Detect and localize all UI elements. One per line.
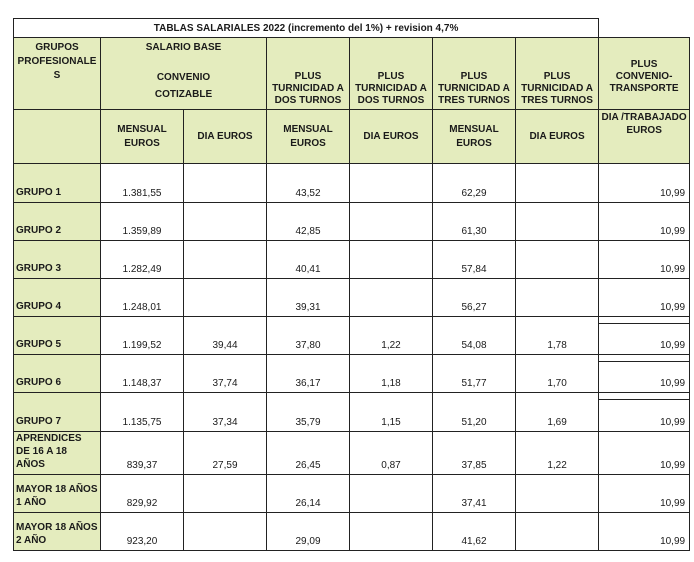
row-label: GRUPO 7	[14, 393, 101, 432]
cell-plus-tres-dia	[516, 164, 599, 203]
cell-plus-tres-dia	[516, 475, 599, 513]
header-grupos: GRUPOS PROFESIONALE S	[14, 38, 101, 110]
subheader-mensual-2: MENSUAL EUROS	[267, 110, 350, 164]
header-plus-tres-mensual: PLUS TURNICIDAD A TRES TURNOS	[433, 38, 516, 110]
cell-plus-dos-mensual: 26,45	[267, 432, 350, 475]
row-label: GRUPO 2	[14, 203, 101, 241]
cell-plus-tres-dia	[516, 513, 599, 551]
cell-salario-mensual: 829,92	[101, 475, 184, 513]
cell-plus-dos-mensual: 29,09	[267, 513, 350, 551]
table-row	[14, 203, 690, 241]
cell-salario-mensual: 1.248,01	[101, 279, 184, 317]
cell-plus-convenio-value: 10,99	[660, 378, 686, 389]
cell-plus-dos-dia	[350, 475, 433, 513]
cell-plus-tres-mensual: 61,30	[433, 203, 516, 241]
cell-plus-dos-mensual: 42,85	[267, 203, 350, 241]
cell-salario-mensual: 1.148,37	[101, 355, 184, 393]
cell-salario-dia	[184, 475, 267, 513]
cell-plus-dos-dia: 1,18	[350, 355, 433, 393]
cell-salario-dia: 27,59	[184, 432, 267, 475]
subheader-dia-2: DIA EUROS	[350, 110, 433, 164]
cell-plus-tres-dia: 1,78	[516, 317, 599, 355]
row-label: GRUPO 3	[14, 241, 101, 279]
cell-salario-dia	[184, 241, 267, 279]
cell-plus-dos-mensual: 36,17	[267, 355, 350, 393]
table-row	[14, 164, 690, 203]
cell-plus-dos-mensual: 43,52	[267, 164, 350, 203]
table-row	[14, 432, 690, 475]
cell-plus-dos-mensual: 37,80	[267, 317, 350, 355]
cell-plus-convenio	[599, 241, 690, 279]
cell-plus-convenio-value: 10,99	[660, 460, 686, 471]
page-footer-fragment	[13, 556, 313, 562]
cell-salario-dia	[184, 164, 267, 203]
cell-plus-dos-dia: 1,15	[350, 393, 433, 432]
cell-plus-dos-mensual: 26,14	[267, 475, 350, 513]
cell-plus-tres-dia: 1,70	[516, 355, 599, 393]
cell-salario-dia	[184, 279, 267, 317]
header-convenio-label: CONVENIO COTIZABLE	[154, 72, 213, 100]
header-plus-dos-mensual: PLUS TURNICIDAD A DOS TURNOS	[267, 38, 350, 110]
cell-plus-convenio-value: 10,99	[660, 302, 686, 313]
table-row	[14, 279, 690, 317]
row-label: APRENDICES DE 16 A 18 AÑOS	[14, 432, 101, 475]
cell-plus-tres-mensual: 51,20	[433, 393, 516, 432]
cell-salario-mensual: 1.199,52	[101, 317, 184, 355]
cell-plus-dos-mensual: 39,31	[267, 279, 350, 317]
subheader-dia-3: DIA EUROS	[516, 110, 599, 164]
row-label: GRUPO 5	[14, 317, 101, 355]
cell-plus-tres-dia: 1,69	[516, 393, 599, 432]
cell-salario-mensual: 839,37	[101, 432, 184, 475]
cell-plus-tres-mensual: 54,08	[433, 317, 516, 355]
table-row	[14, 241, 690, 279]
cell-salario-mensual: 1.359,89	[101, 203, 184, 241]
table-row	[14, 393, 690, 432]
cell-plus-convenio-value: 10,99	[660, 498, 686, 509]
cell-plus-convenio-value: 10,99	[660, 226, 686, 237]
table-title: TABLAS SALARIALES 2022 (incremento del 1%) + revision 4,7%	[14, 19, 599, 38]
cell-plus-tres-mensual: 57,84	[433, 241, 516, 279]
cell-plus-dos-dia: 1,22	[350, 317, 433, 355]
subheader-dia-1: DIA EUROS	[184, 110, 267, 164]
cell-plus-convenio	[599, 317, 690, 355]
cell-plus-convenio-value: 10,99	[660, 188, 686, 199]
table-row	[14, 317, 690, 355]
cell-salario-dia: 39,44	[184, 317, 267, 355]
salary-table-sheet	[13, 18, 689, 551]
cell-plus-convenio	[599, 279, 690, 317]
cell-salario-mensual: 1.135,75	[101, 393, 184, 432]
row-label: MAYOR 18 AÑOS 1 AÑO	[14, 475, 101, 513]
header-plus-dos-dia: PLUS TURNICIDAD A DOS TURNOS	[350, 38, 433, 110]
cell-plus-dos-mensual: 35,79	[267, 393, 350, 432]
row-label: GRUPO 4	[14, 279, 101, 317]
cell-rule-line	[599, 361, 689, 362]
cell-plus-dos-mensual: 40,41	[267, 241, 350, 279]
salary-table	[13, 18, 690, 551]
cell-plus-tres-mensual: 56,27	[433, 279, 516, 317]
header-plus-convenio: PLUS CONVENIO-TRANSPORTE	[599, 38, 690, 110]
cell-rule-line	[599, 323, 689, 324]
subheader-mensual-3: MENSUAL EUROS	[433, 110, 516, 164]
cell-plus-convenio	[599, 164, 690, 203]
cell-plus-convenio	[599, 355, 690, 393]
header-salario-base-label: SALARIO BASE	[145, 42, 222, 53]
header-plus-tres-dia: PLUS TURNICIDAD A TRES TURNOS	[516, 38, 599, 110]
cell-salario-dia: 37,34	[184, 393, 267, 432]
cell-plus-convenio	[599, 393, 690, 432]
row-label: GRUPO 1	[14, 164, 101, 203]
subheader-mensual-1: MENSUAL EUROS	[101, 110, 184, 164]
cell-salario-mensual: 1.282,49	[101, 241, 184, 279]
row-label: GRUPO 6	[14, 355, 101, 393]
header-salario-base	[101, 38, 267, 110]
title-blank-cell	[599, 19, 690, 38]
cell-plus-tres-dia	[516, 241, 599, 279]
cell-salario-dia: 37,74	[184, 355, 267, 393]
cell-plus-convenio	[599, 432, 690, 475]
cell-plus-convenio	[599, 475, 690, 513]
header-grupos-spacer	[14, 110, 101, 164]
cell-plus-convenio-value: 10,99	[660, 536, 686, 547]
cell-salario-dia	[184, 203, 267, 241]
subheader-dia-trabajado: DIA /TRABAJADO EUROS	[599, 110, 690, 164]
cell-plus-tres-mensual: 62,29	[433, 164, 516, 203]
table-row	[14, 513, 690, 551]
cell-plus-dos-dia	[350, 164, 433, 203]
row-label: MAYOR 18 AÑOS 2 AÑO	[14, 513, 101, 551]
cell-plus-tres-mensual: 37,41	[433, 475, 516, 513]
cell-salario-dia	[184, 513, 267, 551]
cell-plus-dos-dia	[350, 279, 433, 317]
table-row	[14, 475, 690, 513]
cell-plus-dos-dia	[350, 241, 433, 279]
cell-plus-tres-dia	[516, 279, 599, 317]
cell-plus-dos-dia	[350, 513, 433, 551]
cell-plus-dos-dia	[350, 203, 433, 241]
cell-plus-tres-mensual: 41,62	[433, 513, 516, 551]
cell-salario-mensual: 1.381,55	[101, 164, 184, 203]
cell-plus-convenio	[599, 513, 690, 551]
cell-salario-mensual: 923,20	[101, 513, 184, 551]
cell-plus-tres-mensual: 51,77	[433, 355, 516, 393]
cell-plus-tres-dia	[516, 203, 599, 241]
cell-plus-convenio-value: 10,99	[660, 340, 686, 351]
cell-plus-convenio-value: 10,99	[660, 264, 686, 275]
cell-plus-convenio	[599, 203, 690, 241]
table-row	[14, 355, 690, 393]
cell-plus-dos-dia: 0,87	[350, 432, 433, 475]
cell-plus-tres-dia: 1,22	[516, 432, 599, 475]
cell-plus-convenio-value: 10,99	[660, 417, 686, 428]
cell-plus-tres-mensual: 37,85	[433, 432, 516, 475]
cell-rule-line	[599, 399, 689, 400]
